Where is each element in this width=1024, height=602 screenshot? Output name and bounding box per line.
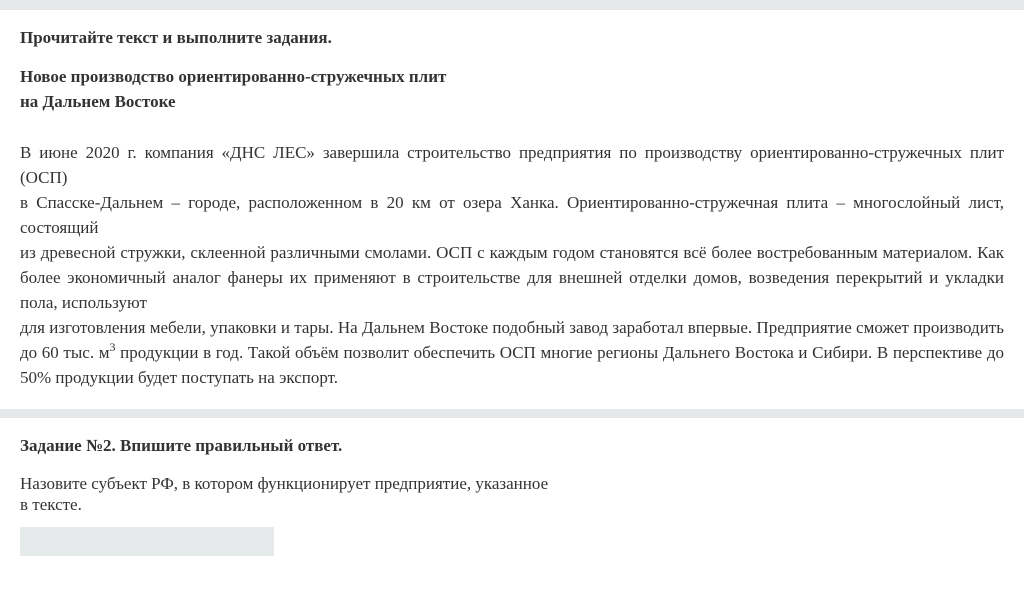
article-title xyxy=(20,64,1004,114)
instruction-text: Прочитайте текст и выполните задания. xyxy=(20,28,332,47)
article-paragraph-4 xyxy=(20,315,1004,390)
unit-superscript: 3 xyxy=(109,340,116,354)
top-divider xyxy=(0,0,1024,10)
task-question xyxy=(20,473,1004,515)
paragraph-4-text-end: продукции в год. Такой объём позволит обеспечить ОСП многие регионы Дальнего Востока и Сибири. В перспективе до 50% продукции будет поступать на экспорт. xyxy=(20,343,1004,387)
article-paragraph-2: в Спасске-Дальнем – городе, расположенном в 20 км от озера Ханка. Ориентированно-стружечная плита – многослойный лист, состоящий xyxy=(20,193,1004,237)
article-title-line-1: Новое производство ориентированно-стружечных плит xyxy=(20,67,447,86)
task-title: Задание №2. Впишите правильный ответ. xyxy=(20,436,343,455)
article-paragraph-3: из древесной стружки, склеенной различными смолами. ОСП с каждым годом становятся всё более востребованным материалом. Как более экономичный аналог фанеры их применяют в строительстве для внешней отделки домов, возведения перекрытий и укладки пола, используют xyxy=(20,243,1004,312)
section-divider xyxy=(0,409,1024,418)
article-title-line-2: на Дальнем Востоке xyxy=(20,92,176,111)
task-question-line-2: в тексте. xyxy=(20,495,82,514)
article-paragraph-1: В июне 2020 г. компания «ДНС ЛЕС» завершила строительство предприятия по производству ориентированно-стружечных плит (ОСП) xyxy=(20,143,1004,187)
answer-input[interactable] xyxy=(20,527,274,556)
task-question-line-1: Назовите субъект РФ, в котором функционирует предприятие, указанное xyxy=(20,474,549,493)
article-body xyxy=(20,140,1004,390)
paragraph-4-text-start: для изготовления мебели, упаковки и тары. На Дальнем Востоке подобный завод заработал впервые. Предприятие сможет производить до 60 тыс. м xyxy=(20,318,1004,362)
